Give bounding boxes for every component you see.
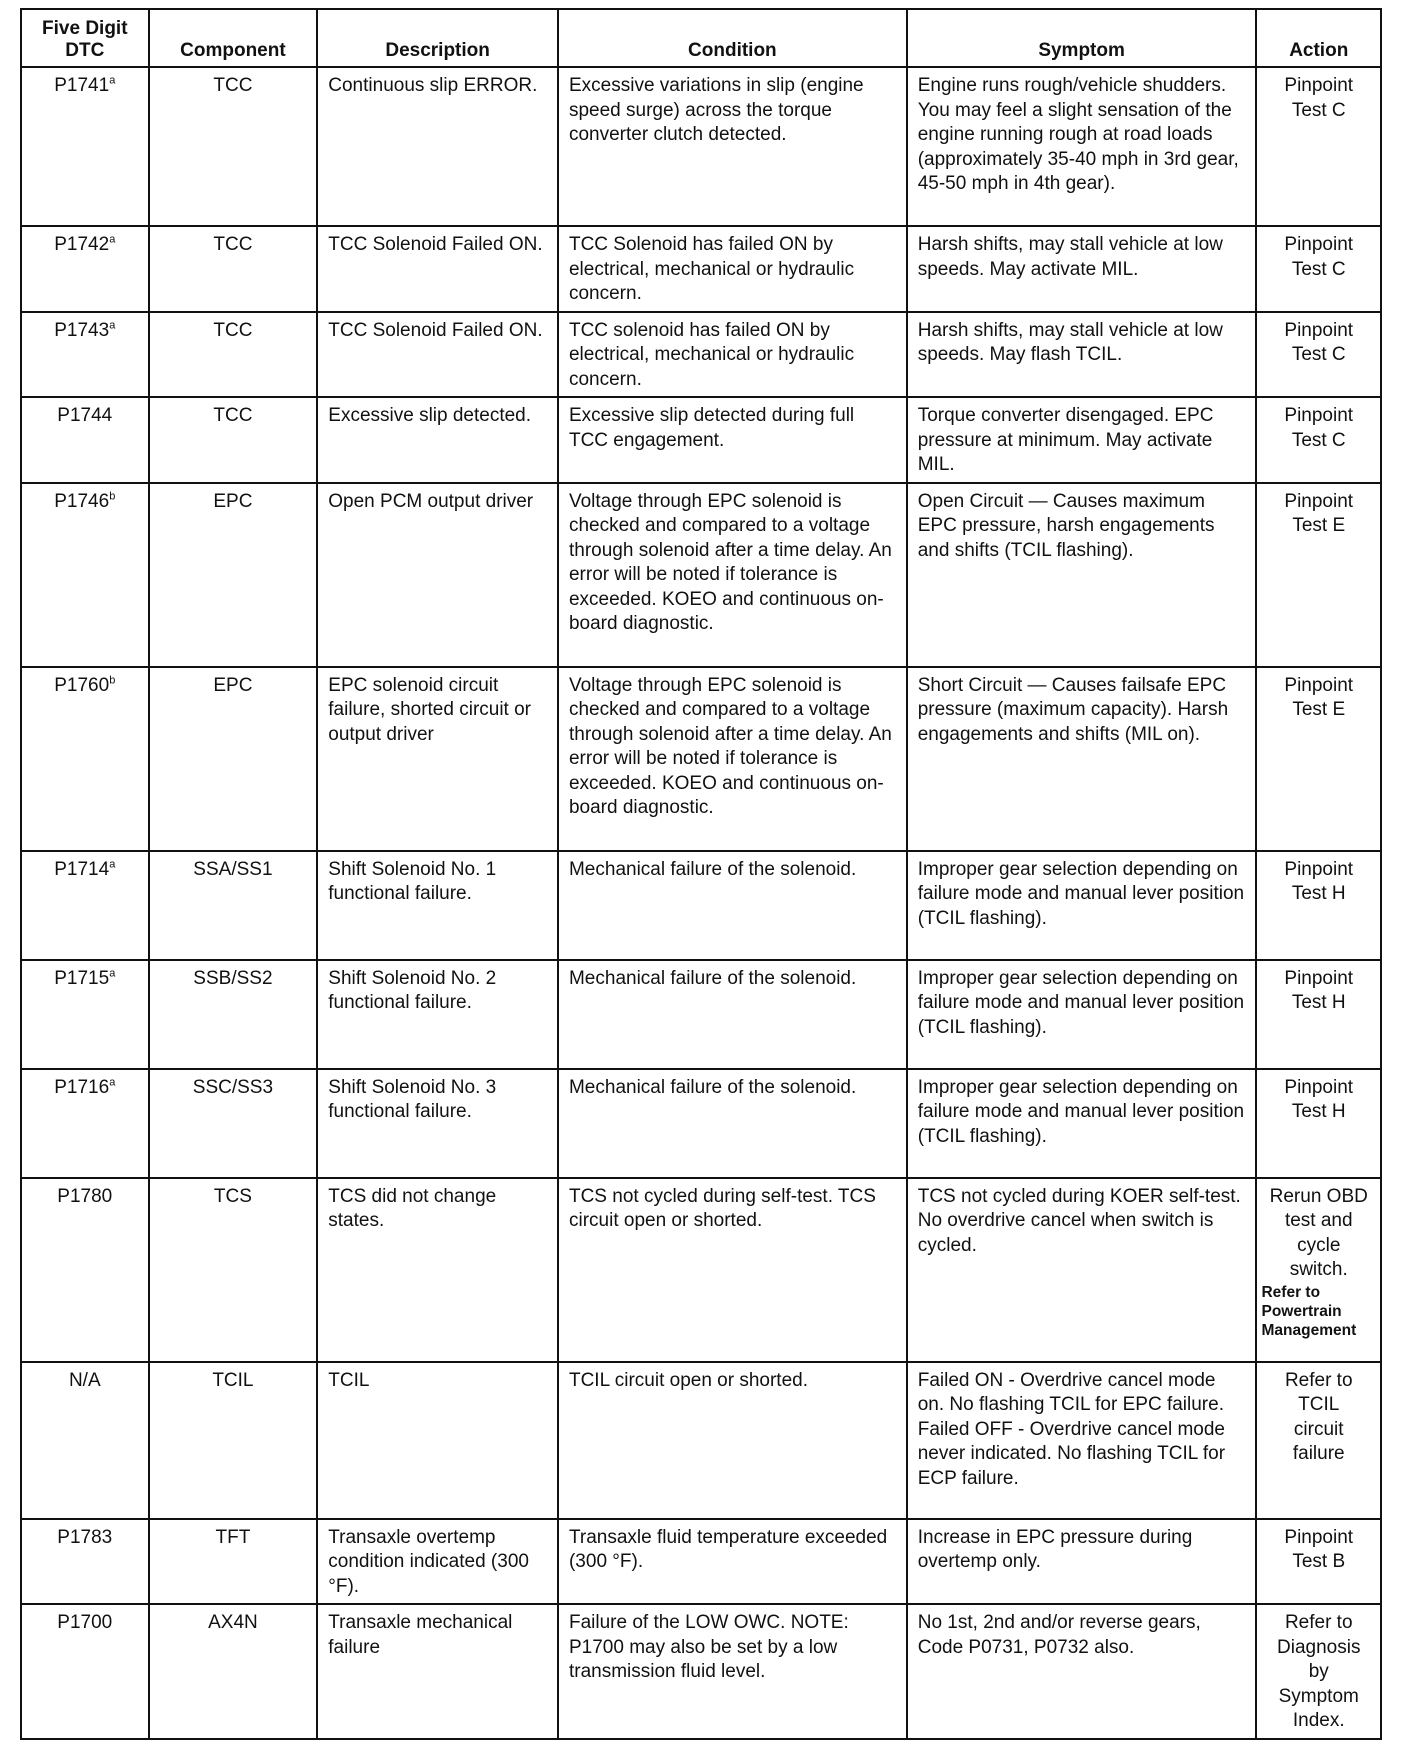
header-dtc-line1: Five Digit	[42, 18, 128, 39]
description-text: TCIL	[328, 1369, 370, 1391]
component-name: EPC	[213, 490, 253, 512]
action-note-line: Management	[1261, 1321, 1357, 1339]
condition-cell	[558, 667, 907, 851]
dtc-cell	[21, 1178, 149, 1362]
symptom-text: Failed OFF - Overdrive cancel mode never indicated. No flashing TCIL for ECP failure.	[917, 1418, 1226, 1489]
action-line: TCIL	[1298, 1394, 1340, 1415]
action-line: Pinpoint	[1284, 858, 1354, 880]
component-cell	[149, 397, 318, 483]
description-cell	[317, 1519, 558, 1605]
action-line: Pinpoint	[1284, 319, 1354, 341]
description-text: Shift Solenoid No. 3 functional failure.	[328, 1076, 497, 1122]
dtc-code: P1780	[57, 1185, 113, 1207]
action-line: Test B	[1292, 1551, 1346, 1572]
component-cell	[149, 851, 318, 960]
symptom-cell	[907, 667, 1257, 851]
condition-text: Excessive slip detected during full TCC engagement.	[568, 405, 855, 451]
table-row	[21, 667, 1381, 851]
action-line: Symptom	[1278, 1685, 1359, 1707]
condition-text: TCS not cycled during self-test. TCS circuit open or shorted.	[568, 1185, 876, 1231]
header-action: Action	[1256, 9, 1381, 67]
footnote-marker: a	[109, 967, 116, 980]
dtc-cell	[21, 667, 149, 851]
action-line: Pinpoint	[1284, 967, 1354, 989]
component-name: SSB/SS2	[193, 967, 273, 989]
description-cell	[317, 226, 558, 312]
symptom-text: Engine runs rough/vehicle shudders. You may feel a slight sensation of the engine running rough at road loads (approximately 35-40 mph in 3rd gear, 45-50 mph in 4th gear).	[917, 75, 1239, 194]
condition-text: TCC Solenoid has failed ON by electrical, mechanical or hydraulic concern.	[568, 234, 855, 304]
action-line: Refer to	[1284, 1369, 1353, 1391]
header-description: Description	[317, 9, 558, 67]
footnote-marker: a	[109, 233, 116, 246]
dtc-code: P1744	[57, 405, 113, 426]
action-cell	[1256, 1362, 1381, 1519]
dtc-code: P1700	[57, 1612, 113, 1633]
condition-text: Excessive variations in slip (engine speed surge) across the torque converter clutch detected.	[568, 75, 864, 145]
description-text: TCC Solenoid Failed ON.	[328, 319, 543, 341]
action-line: circuit	[1293, 1418, 1344, 1440]
component-name: TCC	[213, 234, 253, 255]
description-text: EPC solenoid circuit failure, shorted circuit or output driver	[328, 674, 532, 745]
description-text: Continuous slip ERROR.	[328, 75, 538, 96]
dtc-cell	[21, 397, 149, 483]
symptom-cell	[907, 1519, 1257, 1605]
action-line: Test E	[1292, 699, 1346, 720]
header-component: Component	[149, 9, 318, 67]
symptom-text: TCS not cycled during KOER self-test. No overdrive cancel when switch is cycled.	[917, 1185, 1241, 1256]
action-line: Rerun OBD	[1269, 1185, 1368, 1207]
table-row	[21, 960, 1381, 1069]
symptom-text: Open Circuit — Causes maximum EPC pressure, harsh engagements and shifts (TCIL flashing).	[917, 490, 1215, 561]
component-cell	[149, 1604, 318, 1739]
condition-cell	[558, 1178, 907, 1362]
condition-text: Transaxle fluid temperature exceeded (300 °F).	[568, 1526, 888, 1572]
table-row	[21, 1178, 1381, 1362]
component-name: SSC/SS3	[192, 1076, 274, 1098]
table-row	[21, 483, 1381, 667]
table-row	[21, 226, 1381, 312]
component-name: SSA/SS1	[193, 858, 273, 880]
action-cell	[1256, 312, 1381, 398]
action-line: Test C	[1291, 344, 1346, 365]
header-symptom: Symptom	[907, 9, 1257, 67]
dtc-code: P1746	[54, 490, 110, 512]
header-dtc-line2: DTC	[65, 40, 105, 61]
footnote-marker: a	[109, 319, 116, 332]
description-text: Transaxle overtemp condition indicated (300 °F).	[328, 1526, 529, 1597]
table-row	[21, 1604, 1381, 1739]
action-line: Test C	[1291, 99, 1346, 121]
component-name: TCC	[213, 319, 253, 341]
dtc-cell	[21, 960, 149, 1069]
component-name: AX4N	[208, 1612, 258, 1633]
component-name: TCC	[213, 75, 253, 96]
description-cell	[317, 960, 558, 1069]
header-condition: Condition	[558, 9, 907, 67]
action-line: Pinpoint	[1284, 234, 1354, 255]
action-line: Diagnosis	[1277, 1636, 1361, 1658]
symptom-text: Harsh shifts, may stall vehicle at low speeds. May flash TCIL.	[917, 319, 1223, 365]
description-text: TCC Solenoid Failed ON.	[328, 234, 543, 255]
symptom-text: Short Circuit — Causes failsafe EPC pressure (maximum capacity). Harsh engagements and shifts (MIL on).	[917, 674, 1229, 745]
description-text: Shift Solenoid No. 2 functional failure.	[328, 967, 497, 1013]
action-line: Test C	[1291, 429, 1346, 451]
dtc-code: P1716	[54, 1076, 110, 1098]
condition-cell	[558, 1604, 907, 1739]
dtc-code: N/A	[68, 1369, 101, 1391]
description-cell	[317, 1604, 558, 1739]
condition-text: Voltage through EPC solenoid is checked and compared to a voltage through solenoid after a time delay. An error will be noted if tolerance is exceeded. KOEO and continuous on-board diagnostic.	[568, 674, 892, 818]
dtc-code: P1783	[57, 1526, 113, 1548]
action-line: Pinpoint	[1284, 75, 1354, 96]
symptom-text: No 1st, 2nd and/or reverse gears, Code P0731, P0732 also.	[917, 1612, 1201, 1658]
action-note-line: Powertrain	[1261, 1302, 1342, 1320]
footnote-marker: b	[109, 490, 116, 503]
description-text: TCS did not change states.	[328, 1185, 497, 1231]
dtc-cell	[21, 1519, 149, 1605]
symptom-text: Increase in EPC pressure during overtemp only.	[917, 1526, 1193, 1572]
condition-text: Voltage through EPC solenoid is checked and compared to a voltage through solenoid after a time delay. An error will be noted if tolerance is exceeded. KOEO and continuous on-board diagnostic.	[568, 490, 892, 634]
dtc-code: P1760	[54, 674, 110, 696]
action-line: Index.	[1292, 1710, 1345, 1731]
dtc-code: P1741	[54, 75, 110, 96]
description-cell	[317, 397, 558, 483]
symptom-cell	[907, 483, 1257, 667]
component-cell	[149, 1362, 318, 1519]
dtc-cell	[21, 1604, 149, 1739]
dtc-table-sheet	[20, 8, 1382, 1738]
action-line: by	[1308, 1661, 1329, 1682]
action-line: Test H	[1291, 1101, 1346, 1122]
condition-cell	[558, 67, 907, 226]
description-cell	[317, 483, 558, 667]
condition-cell	[558, 1519, 907, 1605]
table-row	[21, 312, 1381, 398]
description-cell	[317, 312, 558, 398]
component-name: TFT	[215, 1526, 251, 1548]
dtc-cell	[21, 67, 149, 226]
component-name: TCIL	[212, 1369, 254, 1391]
action-cell	[1256, 483, 1381, 667]
component-cell	[149, 67, 318, 226]
action-line: Pinpoint	[1284, 405, 1354, 426]
footnote-marker: a	[109, 858, 116, 871]
action-cell	[1256, 667, 1381, 851]
condition-cell	[558, 1362, 907, 1519]
symptom-cell	[907, 397, 1257, 483]
action-line: Pinpoint	[1284, 674, 1354, 696]
table-row	[21, 397, 1381, 483]
condition-text: Mechanical failure of the solenoid.	[568, 967, 857, 989]
symptom-text: Improper gear selection depending on failure mode and manual lever position (TCIL flashing).	[917, 1076, 1245, 1147]
footnote-marker: a	[109, 74, 116, 87]
action-cell	[1256, 960, 1381, 1069]
condition-text: Mechanical failure of the solenoid.	[568, 1076, 857, 1098]
footnote-marker: b	[109, 674, 116, 687]
dtc-table	[20, 8, 1382, 1740]
header-dtc	[21, 9, 149, 67]
condition-text: Failure of the LOW OWC. NOTE: P1700 may also be set by a low transmission fluid level.	[568, 1612, 849, 1682]
condition-cell	[558, 226, 907, 312]
component-cell	[149, 226, 318, 312]
dtc-code: P1742	[54, 234, 110, 255]
dtc-cell	[21, 1069, 149, 1178]
component-cell	[149, 960, 318, 1069]
action-line: Refer to	[1284, 1612, 1353, 1633]
action-cell	[1256, 851, 1381, 960]
action-line: test and	[1284, 1210, 1353, 1231]
description-text: Shift Solenoid No. 1 functional failure.	[328, 858, 497, 904]
action-line: failure	[1292, 1443, 1345, 1464]
action-cell	[1256, 1604, 1381, 1739]
component-name: TCS	[213, 1185, 252, 1207]
symptom-text: Failed ON - Overdrive cancel mode on. No flashing TCIL for EPC failure.	[917, 1369, 1224, 1415]
component-name: EPC	[213, 674, 253, 696]
action-line: Pinpoint	[1284, 1076, 1354, 1098]
symptom-cell	[907, 1362, 1257, 1519]
action-line: Test H	[1291, 883, 1346, 904]
table-row	[21, 1069, 1381, 1178]
dtc-code: P1714	[54, 858, 110, 880]
table-row	[21, 1362, 1381, 1519]
symptom-cell	[907, 1604, 1257, 1739]
action-note-line: Refer to	[1261, 1283, 1321, 1301]
component-name: TCC	[213, 405, 253, 426]
dtc-code: P1715	[54, 967, 110, 989]
condition-cell	[558, 312, 907, 398]
symptom-text: Improper gear selection depending on failure mode and manual lever position (TCIL flashing).	[917, 967, 1245, 1038]
description-cell	[317, 67, 558, 226]
action-cell	[1256, 226, 1381, 312]
action-line: Test H	[1291, 992, 1346, 1013]
condition-cell	[558, 1069, 907, 1178]
table-row	[21, 851, 1381, 960]
symptom-cell	[907, 312, 1257, 398]
action-line: cycle	[1297, 1234, 1341, 1256]
dtc-cell	[21, 1362, 149, 1519]
description-cell	[317, 667, 558, 851]
component-cell	[149, 1069, 318, 1178]
description-text: Excessive slip detected.	[328, 405, 532, 426]
table-header-row	[21, 9, 1381, 67]
action-line: Pinpoint	[1284, 490, 1354, 512]
dtc-code: P1743	[54, 319, 110, 341]
table-row	[21, 1519, 1381, 1605]
symptom-cell	[907, 226, 1257, 312]
symptom-cell	[907, 1178, 1257, 1362]
description-text: Transaxle mechanical failure	[328, 1612, 513, 1658]
action-line: Test E	[1292, 515, 1346, 536]
dtc-cell	[21, 312, 149, 398]
symptom-cell	[907, 851, 1257, 960]
symptom-text: Harsh shifts, may stall vehicle at low speeds. May activate MIL.	[917, 234, 1223, 280]
description-cell	[317, 1178, 558, 1362]
action-line: Test C	[1291, 258, 1346, 280]
action-line: Pinpoint	[1284, 1526, 1354, 1548]
table-row	[21, 67, 1381, 226]
description-cell	[317, 851, 558, 960]
condition-cell	[558, 851, 907, 960]
action-cell	[1256, 1069, 1381, 1178]
footnote-marker: a	[109, 1076, 116, 1089]
component-cell	[149, 1519, 318, 1605]
condition-text: TCIL circuit open or shorted.	[568, 1369, 808, 1391]
symptom-cell	[907, 1069, 1257, 1178]
action-cell	[1256, 1178, 1381, 1362]
symptom-cell	[907, 67, 1257, 226]
table-body	[21, 67, 1381, 1739]
action-cell	[1256, 1519, 1381, 1605]
action-line: switch.	[1289, 1259, 1348, 1280]
dtc-cell	[21, 483, 149, 667]
description-cell	[317, 1362, 558, 1519]
action-cell	[1256, 67, 1381, 226]
condition-text: TCC solenoid has failed ON by electrical, mechanical or hydraulic concern.	[568, 319, 855, 390]
component-cell	[149, 483, 318, 667]
component-cell	[149, 1178, 318, 1362]
symptom-text: Improper gear selection depending on failure mode and manual lever position (TCIL flashing).	[917, 858, 1245, 929]
symptom-text: Torque converter disengaged. EPC pressure at minimum. May activate MIL.	[917, 405, 1214, 475]
description-cell	[317, 1069, 558, 1178]
condition-cell	[558, 483, 907, 667]
condition-text: Mechanical failure of the solenoid.	[568, 858, 857, 880]
description-text: Open PCM output driver	[328, 490, 534, 512]
dtc-cell	[21, 851, 149, 960]
condition-cell	[558, 397, 907, 483]
symptom-cell	[907, 960, 1257, 1069]
action-cell	[1256, 397, 1381, 483]
component-cell	[149, 312, 318, 398]
dtc-cell	[21, 226, 149, 312]
condition-cell	[558, 960, 907, 1069]
component-cell	[149, 667, 318, 851]
